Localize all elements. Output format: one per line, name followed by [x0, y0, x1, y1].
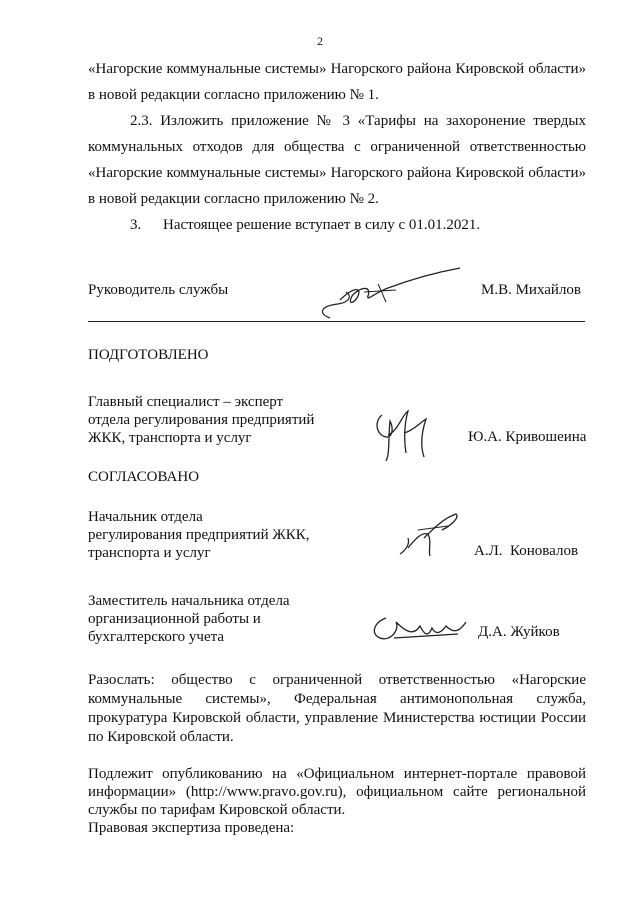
- position-line: организационной работы и: [88, 611, 261, 627]
- clause-text-line: «Нагорские коммунальные системы» Нагорского района Кировской области»: [88, 165, 586, 181]
- signatory-position: [88, 592, 290, 646]
- prepared-position: [88, 393, 314, 447]
- clause-text-line: 2.3. Изложить приложение № 3 «Тарифы на захоронение твердых: [130, 113, 586, 129]
- signatory-position: [88, 508, 310, 562]
- prepared-heading: ПОДГОТОВЛЕНО: [88, 347, 209, 363]
- prepared-signature: [368, 405, 434, 467]
- signatory-signature: [388, 508, 468, 564]
- clause-text-line: коммунальных отходов для общества с ограниченной ответственностью: [88, 139, 586, 155]
- position-line: отдела регулирования предприятий: [88, 412, 315, 428]
- clause-text-line: в новой редакции согласно приложению № 1.: [88, 87, 379, 103]
- publication-line: информации» (http://www.pravo.gov.ru), официальном сайте региональной: [88, 784, 586, 800]
- distribution-line: коммунальные системы», Федеральная антимонопольная служба,: [88, 691, 586, 707]
- agreed-heading: СОГЛАСОВАНО: [88, 469, 200, 485]
- signatory-name: А.Л. Коновалов: [474, 543, 579, 559]
- position-line: Заместитель начальника отдела: [88, 593, 290, 609]
- distribution-line: по Кировской области.: [88, 729, 234, 745]
- page-number: 2: [317, 34, 323, 48]
- distribution-line: Разослать: общество с ограниченной ответственностью «Нагорские: [88, 672, 586, 688]
- position-line: Главный специалист – эксперт: [88, 394, 284, 410]
- position-line: транспорта и услуг: [88, 545, 211, 561]
- position-line: бухгалтерского учета: [88, 629, 225, 645]
- legal-review-note: Правовая экспертиза проведена:: [88, 820, 295, 836]
- prepared-name: Ю.А. Кривошеина: [468, 429, 587, 445]
- publication-line: Подлежит опубликованию на «Официальном интернет-портале правовой: [88, 766, 586, 782]
- clause-text-line: в новой редакции согласно приложению № 2.: [88, 191, 379, 207]
- distribution-line: прокуратура Кировской области, управление Министерства юстиции России: [88, 710, 586, 726]
- signatory-name: Д.А. Жуйков: [478, 624, 560, 640]
- publication-line: службы по тарифам Кировской области.: [88, 802, 346, 818]
- head-title: Руководитель службы: [88, 282, 229, 298]
- clause-3-number: 3.: [130, 217, 142, 233]
- clause-3-text: Настоящее решение вступает в силу с 01.01.2021.: [163, 217, 481, 233]
- head-name: М.В. Михайлов: [481, 282, 582, 298]
- clause-text-line: «Нагорские коммунальные системы» Нагорского района Кировской области»: [88, 61, 586, 77]
- position-line: ЖКК, транспорта и услуг: [88, 430, 252, 446]
- separator-line: [88, 321, 585, 322]
- signatory-signature: [366, 608, 478, 648]
- position-line: Начальник отдела: [88, 509, 203, 525]
- position-line: регулирования предприятий ЖКК,: [88, 527, 310, 543]
